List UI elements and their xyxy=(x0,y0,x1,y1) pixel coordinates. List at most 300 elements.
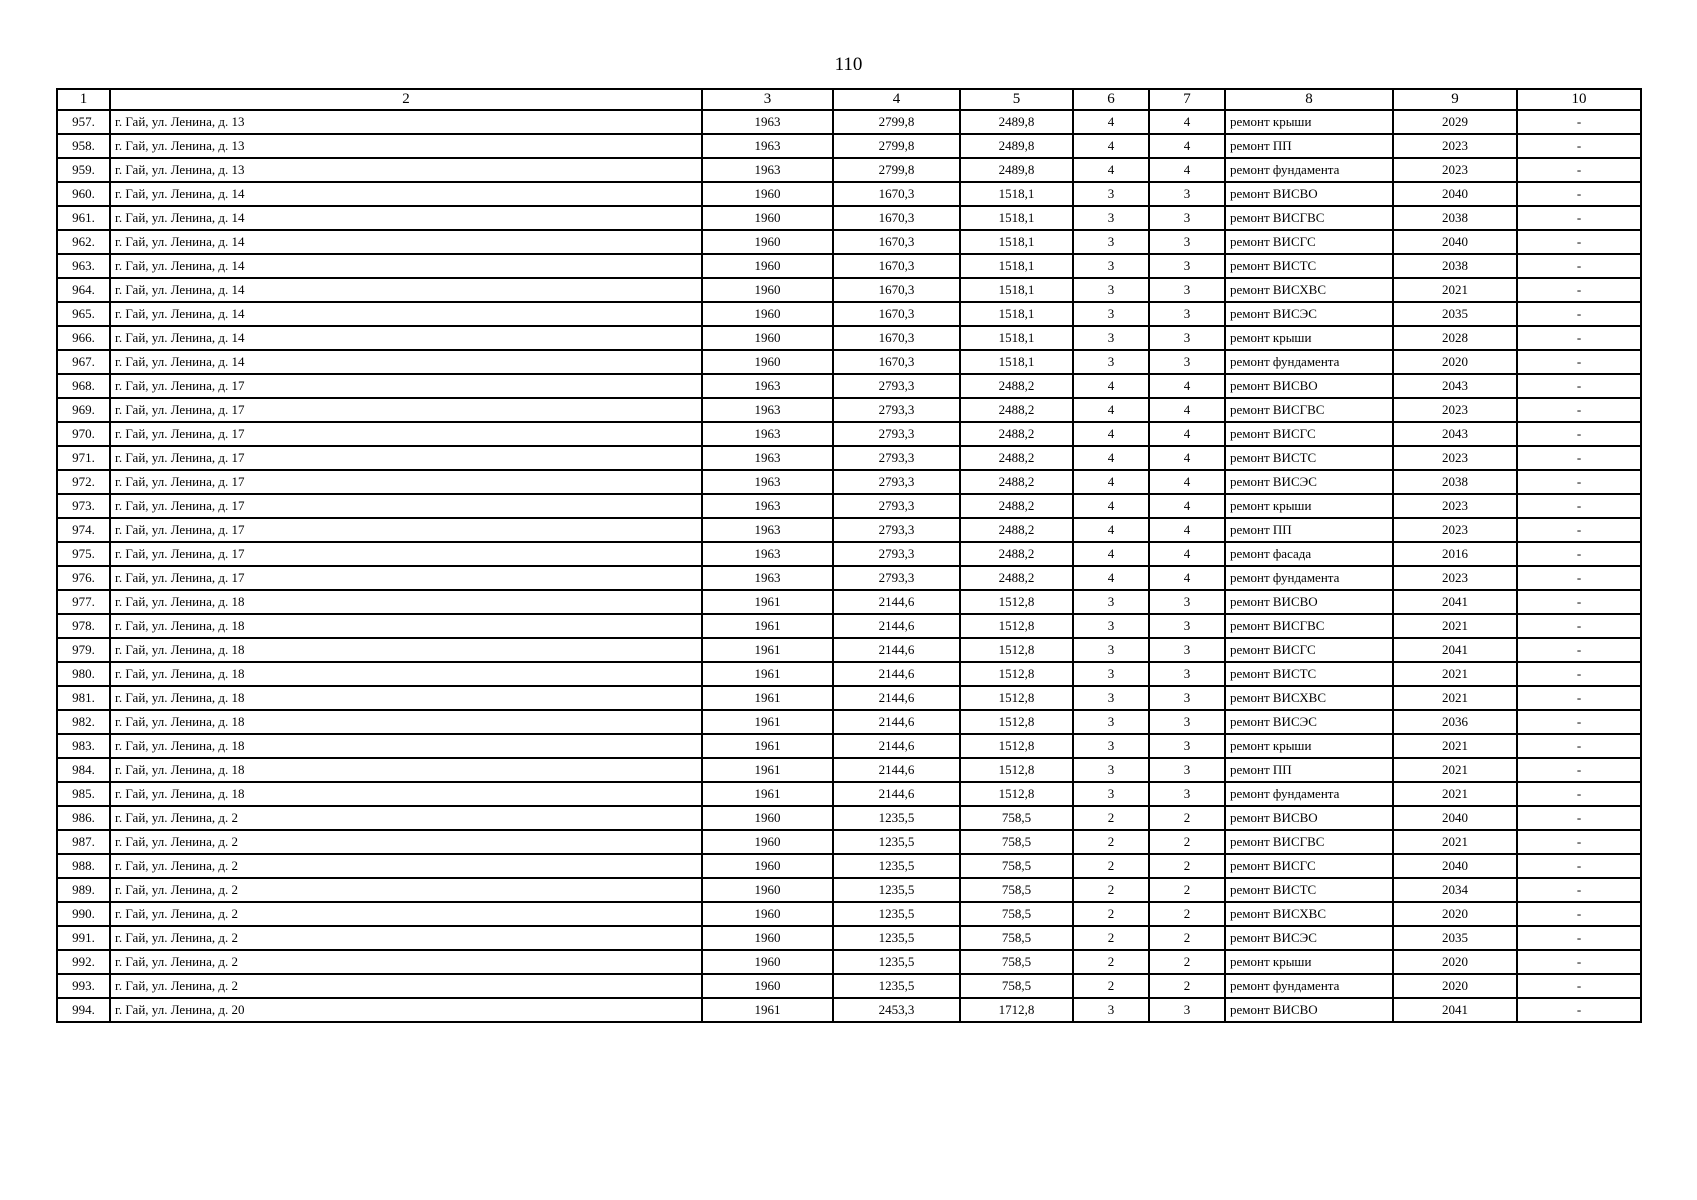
work-type-cell: ремонт ВИСТС xyxy=(1225,446,1393,470)
living-area-cell: 2489,8 xyxy=(960,158,1073,182)
floors-cell: 3 xyxy=(1073,230,1149,254)
table-row xyxy=(57,254,1641,278)
living-area-cell: 758,5 xyxy=(960,854,1073,878)
planned-year-cell: 2040 xyxy=(1393,854,1517,878)
entrances-cell: 3 xyxy=(1149,638,1225,662)
floors-cell: 3 xyxy=(1073,254,1149,278)
note-cell: - xyxy=(1517,542,1641,566)
note-cell: - xyxy=(1517,566,1641,590)
table-row xyxy=(57,878,1641,902)
table-row xyxy=(57,566,1641,590)
work-type-cell: ремонт ВИСХВС xyxy=(1225,278,1393,302)
planned-year-cell: 2021 xyxy=(1393,782,1517,806)
planned-year-cell: 2023 xyxy=(1393,398,1517,422)
floors-cell: 3 xyxy=(1073,710,1149,734)
total-area-cell: 2793,3 xyxy=(833,398,960,422)
year-built-cell: 1960 xyxy=(702,230,833,254)
column-header: 9 xyxy=(1393,89,1517,110)
table-row xyxy=(57,158,1641,182)
note-cell: - xyxy=(1517,902,1641,926)
entrances-cell: 4 xyxy=(1149,566,1225,590)
table-row xyxy=(57,206,1641,230)
row-number-cell: 975. xyxy=(57,542,110,566)
row-number-cell: 973. xyxy=(57,494,110,518)
living-area-cell: 1518,1 xyxy=(960,230,1073,254)
note-cell: - xyxy=(1517,878,1641,902)
planned-year-cell: 2029 xyxy=(1393,110,1517,134)
floors-cell: 3 xyxy=(1073,278,1149,302)
planned-year-cell: 2020 xyxy=(1393,350,1517,374)
planned-year-cell: 2034 xyxy=(1393,878,1517,902)
note-cell: - xyxy=(1517,230,1641,254)
row-number-cell: 972. xyxy=(57,470,110,494)
year-built-cell: 1961 xyxy=(702,758,833,782)
year-built-cell: 1961 xyxy=(702,590,833,614)
work-type-cell: ремонт ВИСГС xyxy=(1225,854,1393,878)
year-built-cell: 1963 xyxy=(702,422,833,446)
table-row xyxy=(57,374,1641,398)
total-area-cell: 2793,3 xyxy=(833,470,960,494)
address-cell: г. Гай, ул. Ленина, д. 14 xyxy=(110,302,702,326)
year-built-cell: 1960 xyxy=(702,926,833,950)
entrances-cell: 4 xyxy=(1149,398,1225,422)
work-type-cell: ремонт ВИСГС xyxy=(1225,638,1393,662)
row-number-cell: 991. xyxy=(57,926,110,950)
address-cell: г. Гай, ул. Ленина, д. 18 xyxy=(110,782,702,806)
planned-year-cell: 2020 xyxy=(1393,902,1517,926)
living-area-cell: 1512,8 xyxy=(960,662,1073,686)
table-row xyxy=(57,710,1641,734)
entrances-cell: 3 xyxy=(1149,182,1225,206)
total-area-cell: 2144,6 xyxy=(833,638,960,662)
work-type-cell: ремонт ПП xyxy=(1225,758,1393,782)
note-cell: - xyxy=(1517,134,1641,158)
living-area-cell: 758,5 xyxy=(960,878,1073,902)
living-area-cell: 1512,8 xyxy=(960,734,1073,758)
note-cell: - xyxy=(1517,806,1641,830)
entrances-cell: 2 xyxy=(1149,902,1225,926)
row-number-cell: 963. xyxy=(57,254,110,278)
planned-year-cell: 2021 xyxy=(1393,734,1517,758)
header-row xyxy=(57,89,1641,110)
floors-cell: 3 xyxy=(1073,758,1149,782)
table-row xyxy=(57,830,1641,854)
floors-cell: 3 xyxy=(1073,662,1149,686)
year-built-cell: 1961 xyxy=(702,710,833,734)
note-cell: - xyxy=(1517,446,1641,470)
living-area-cell: 758,5 xyxy=(960,950,1073,974)
planned-year-cell: 2041 xyxy=(1393,638,1517,662)
planned-year-cell: 2021 xyxy=(1393,614,1517,638)
address-cell: г. Гай, ул. Ленина, д. 2 xyxy=(110,878,702,902)
floors-cell: 3 xyxy=(1073,734,1149,758)
year-built-cell: 1960 xyxy=(702,950,833,974)
living-area-cell: 1512,8 xyxy=(960,758,1073,782)
total-area-cell: 2793,3 xyxy=(833,542,960,566)
floors-cell: 3 xyxy=(1073,206,1149,230)
entrances-cell: 2 xyxy=(1149,950,1225,974)
year-built-cell: 1960 xyxy=(702,902,833,926)
entrances-cell: 3 xyxy=(1149,662,1225,686)
row-number-cell: 957. xyxy=(57,110,110,134)
table-row xyxy=(57,518,1641,542)
row-number-cell: 982. xyxy=(57,710,110,734)
column-header: 8 xyxy=(1225,89,1393,110)
living-area-cell: 1512,8 xyxy=(960,590,1073,614)
living-area-cell: 758,5 xyxy=(960,926,1073,950)
row-number-cell: 980. xyxy=(57,662,110,686)
note-cell: - xyxy=(1517,926,1641,950)
note-cell: - xyxy=(1517,974,1641,998)
row-number-cell: 961. xyxy=(57,206,110,230)
row-number-cell: 966. xyxy=(57,326,110,350)
table-row xyxy=(57,494,1641,518)
living-area-cell: 1712,8 xyxy=(960,998,1073,1022)
living-area-cell: 2488,2 xyxy=(960,470,1073,494)
living-area-cell: 2488,2 xyxy=(960,518,1073,542)
table-row xyxy=(57,686,1641,710)
note-cell: - xyxy=(1517,830,1641,854)
living-area-cell: 1512,8 xyxy=(960,710,1073,734)
table-row xyxy=(57,998,1641,1022)
year-built-cell: 1960 xyxy=(702,830,833,854)
work-type-cell: ремонт ПП xyxy=(1225,518,1393,542)
address-cell: г. Гай, ул. Ленина, д. 2 xyxy=(110,854,702,878)
entrances-cell: 4 xyxy=(1149,158,1225,182)
entrances-cell: 3 xyxy=(1149,278,1225,302)
living-area-cell: 1512,8 xyxy=(960,638,1073,662)
note-cell: - xyxy=(1517,614,1641,638)
planned-year-cell: 2021 xyxy=(1393,686,1517,710)
row-number-cell: 985. xyxy=(57,782,110,806)
note-cell: - xyxy=(1517,854,1641,878)
entrances-cell: 4 xyxy=(1149,542,1225,566)
year-built-cell: 1963 xyxy=(702,110,833,134)
table-row xyxy=(57,854,1641,878)
total-area-cell: 1670,3 xyxy=(833,230,960,254)
note-cell: - xyxy=(1517,758,1641,782)
row-number-cell: 989. xyxy=(57,878,110,902)
row-number-cell: 971. xyxy=(57,446,110,470)
floors-cell: 2 xyxy=(1073,902,1149,926)
address-cell: г. Гай, ул. Ленина, д. 17 xyxy=(110,446,702,470)
planned-year-cell: 2021 xyxy=(1393,758,1517,782)
work-type-cell: ремонт ВИСЭС xyxy=(1225,302,1393,326)
entrances-cell: 4 xyxy=(1149,134,1225,158)
address-cell: г. Гай, ул. Ленина, д. 17 xyxy=(110,518,702,542)
address-cell: г. Гай, ул. Ленина, д. 14 xyxy=(110,326,702,350)
work-type-cell: ремонт крыши xyxy=(1225,326,1393,350)
total-area-cell: 1235,5 xyxy=(833,830,960,854)
floors-cell: 3 xyxy=(1073,686,1149,710)
total-area-cell: 1670,3 xyxy=(833,206,960,230)
address-cell: г. Гай, ул. Ленина, д. 13 xyxy=(110,134,702,158)
living-area-cell: 2488,2 xyxy=(960,542,1073,566)
table-row xyxy=(57,422,1641,446)
row-number-cell: 990. xyxy=(57,902,110,926)
address-cell: г. Гай, ул. Ленина, д. 14 xyxy=(110,278,702,302)
column-header: 4 xyxy=(833,89,960,110)
row-number-cell: 994. xyxy=(57,998,110,1022)
address-cell: г. Гай, ул. Ленина, д. 17 xyxy=(110,542,702,566)
total-area-cell: 2799,8 xyxy=(833,110,960,134)
work-type-cell: ремонт ВИСВО xyxy=(1225,590,1393,614)
floors-cell: 3 xyxy=(1073,326,1149,350)
total-area-cell: 1235,5 xyxy=(833,974,960,998)
row-number-cell: 970. xyxy=(57,422,110,446)
floors-cell: 2 xyxy=(1073,878,1149,902)
entrances-cell: 3 xyxy=(1149,326,1225,350)
year-built-cell: 1963 xyxy=(702,134,833,158)
page-number: 110 xyxy=(834,54,863,75)
column-header: 1 xyxy=(57,89,110,110)
floors-cell: 3 xyxy=(1073,302,1149,326)
row-number-cell: 964. xyxy=(57,278,110,302)
year-built-cell: 1961 xyxy=(702,614,833,638)
table-row xyxy=(57,302,1641,326)
planned-year-cell: 2040 xyxy=(1393,230,1517,254)
year-built-cell: 1963 xyxy=(702,446,833,470)
planned-year-cell: 2038 xyxy=(1393,470,1517,494)
planned-year-cell: 2043 xyxy=(1393,422,1517,446)
row-number-cell: 987. xyxy=(57,830,110,854)
living-area-cell: 1518,1 xyxy=(960,302,1073,326)
year-built-cell: 1960 xyxy=(702,878,833,902)
table-row xyxy=(57,638,1641,662)
year-built-cell: 1963 xyxy=(702,518,833,542)
note-cell: - xyxy=(1517,470,1641,494)
address-cell: г. Гай, ул. Ленина, д. 18 xyxy=(110,662,702,686)
row-number-cell: 986. xyxy=(57,806,110,830)
floors-cell: 2 xyxy=(1073,806,1149,830)
row-number-cell: 976. xyxy=(57,566,110,590)
table-row xyxy=(57,782,1641,806)
table-row xyxy=(57,446,1641,470)
address-cell: г. Гай, ул. Ленина, д. 2 xyxy=(110,830,702,854)
row-number-cell: 984. xyxy=(57,758,110,782)
floors-cell: 3 xyxy=(1073,182,1149,206)
year-built-cell: 1963 xyxy=(702,374,833,398)
entrances-cell: 2 xyxy=(1149,806,1225,830)
total-area-cell: 2144,6 xyxy=(833,614,960,638)
entrances-cell: 3 xyxy=(1149,998,1225,1022)
row-number-cell: 983. xyxy=(57,734,110,758)
work-type-cell: ремонт фундамента xyxy=(1225,158,1393,182)
work-type-cell: ремонт фундамента xyxy=(1225,566,1393,590)
column-header: 7 xyxy=(1149,89,1225,110)
total-area-cell: 2793,3 xyxy=(833,494,960,518)
total-area-cell: 1670,3 xyxy=(833,302,960,326)
living-area-cell: 2488,2 xyxy=(960,446,1073,470)
living-area-cell: 1512,8 xyxy=(960,686,1073,710)
entrances-cell: 4 xyxy=(1149,446,1225,470)
total-area-cell: 2799,8 xyxy=(833,158,960,182)
work-type-cell: ремонт ПП xyxy=(1225,134,1393,158)
address-cell: г. Гай, ул. Ленина, д. 17 xyxy=(110,398,702,422)
total-area-cell: 2793,3 xyxy=(833,422,960,446)
address-cell: г. Гай, ул. Ленина, д. 18 xyxy=(110,734,702,758)
year-built-cell: 1961 xyxy=(702,782,833,806)
total-area-cell: 1670,3 xyxy=(833,350,960,374)
row-number-cell: 979. xyxy=(57,638,110,662)
work-type-cell: ремонт крыши xyxy=(1225,950,1393,974)
work-type-cell: ремонт фундамента xyxy=(1225,350,1393,374)
column-header: 3 xyxy=(702,89,833,110)
planned-year-cell: 2035 xyxy=(1393,302,1517,326)
total-area-cell: 1235,5 xyxy=(833,806,960,830)
table-row xyxy=(57,806,1641,830)
total-area-cell: 2144,6 xyxy=(833,662,960,686)
table-row xyxy=(57,350,1641,374)
row-number-cell: 988. xyxy=(57,854,110,878)
entrances-cell: 3 xyxy=(1149,590,1225,614)
floors-cell: 4 xyxy=(1073,374,1149,398)
address-cell: г. Гай, ул. Ленина, д. 18 xyxy=(110,590,702,614)
note-cell: - xyxy=(1517,398,1641,422)
address-cell: г. Гай, ул. Ленина, д. 20 xyxy=(110,998,702,1022)
row-number-cell: 958. xyxy=(57,134,110,158)
floors-cell: 2 xyxy=(1073,950,1149,974)
note-cell: - xyxy=(1517,494,1641,518)
planned-year-cell: 2021 xyxy=(1393,662,1517,686)
total-area-cell: 2144,6 xyxy=(833,686,960,710)
living-area-cell: 2489,8 xyxy=(960,110,1073,134)
planned-year-cell: 2020 xyxy=(1393,974,1517,998)
address-cell: г. Гай, ул. Ленина, д. 14 xyxy=(110,182,702,206)
floors-cell: 4 xyxy=(1073,542,1149,566)
planned-year-cell: 2041 xyxy=(1393,998,1517,1022)
note-cell: - xyxy=(1517,110,1641,134)
year-built-cell: 1960 xyxy=(702,350,833,374)
table-row xyxy=(57,134,1641,158)
table-row xyxy=(57,590,1641,614)
planned-year-cell: 2020 xyxy=(1393,950,1517,974)
entrances-cell: 3 xyxy=(1149,734,1225,758)
floors-cell: 2 xyxy=(1073,926,1149,950)
total-area-cell: 2453,3 xyxy=(833,998,960,1022)
planned-year-cell: 2038 xyxy=(1393,254,1517,278)
entrances-cell: 3 xyxy=(1149,782,1225,806)
table-row xyxy=(57,902,1641,926)
entrances-cell: 3 xyxy=(1149,710,1225,734)
year-built-cell: 1960 xyxy=(702,326,833,350)
floors-cell: 4 xyxy=(1073,518,1149,542)
work-type-cell: ремонт ВИСТС xyxy=(1225,662,1393,686)
planned-year-cell: 2023 xyxy=(1393,158,1517,182)
living-area-cell: 2488,2 xyxy=(960,566,1073,590)
note-cell: - xyxy=(1517,206,1641,230)
entrances-cell: 2 xyxy=(1149,878,1225,902)
year-built-cell: 1961 xyxy=(702,638,833,662)
year-built-cell: 1960 xyxy=(702,302,833,326)
table-row xyxy=(57,758,1641,782)
row-number-cell: 974. xyxy=(57,518,110,542)
total-area-cell: 1235,5 xyxy=(833,878,960,902)
address-cell: г. Гай, ул. Ленина, д. 14 xyxy=(110,230,702,254)
table-row xyxy=(57,278,1641,302)
note-cell: - xyxy=(1517,278,1641,302)
column-header: 5 xyxy=(960,89,1073,110)
note-cell: - xyxy=(1517,374,1641,398)
entrances-cell: 2 xyxy=(1149,830,1225,854)
table-row xyxy=(57,950,1641,974)
year-built-cell: 1960 xyxy=(702,806,833,830)
year-built-cell: 1963 xyxy=(702,494,833,518)
entrances-cell: 4 xyxy=(1149,494,1225,518)
total-area-cell: 1235,5 xyxy=(833,902,960,926)
entrances-cell: 4 xyxy=(1149,518,1225,542)
address-cell: г. Гай, ул. Ленина, д. 17 xyxy=(110,470,702,494)
floors-cell: 2 xyxy=(1073,974,1149,998)
table-row xyxy=(57,470,1641,494)
planned-year-cell: 2036 xyxy=(1393,710,1517,734)
total-area-cell: 2144,6 xyxy=(833,590,960,614)
table-row xyxy=(57,182,1641,206)
floors-cell: 2 xyxy=(1073,830,1149,854)
row-number-cell: 981. xyxy=(57,686,110,710)
living-area-cell: 758,5 xyxy=(960,830,1073,854)
planned-year-cell: 2023 xyxy=(1393,134,1517,158)
address-cell: г. Гай, ул. Ленина, д. 18 xyxy=(110,686,702,710)
year-built-cell: 1961 xyxy=(702,998,833,1022)
column-header: 2 xyxy=(110,89,702,110)
living-area-cell: 1518,1 xyxy=(960,254,1073,278)
living-area-cell: 1518,1 xyxy=(960,350,1073,374)
work-type-cell: ремонт ВИСГС xyxy=(1225,422,1393,446)
year-built-cell: 1960 xyxy=(702,206,833,230)
address-cell: г. Гай, ул. Ленина, д. 18 xyxy=(110,710,702,734)
repair-schedule-table xyxy=(56,88,1642,1023)
year-built-cell: 1960 xyxy=(702,182,833,206)
year-built-cell: 1963 xyxy=(702,158,833,182)
floors-cell: 4 xyxy=(1073,134,1149,158)
living-area-cell: 758,5 xyxy=(960,902,1073,926)
note-cell: - xyxy=(1517,638,1641,662)
work-type-cell: ремонт фундамента xyxy=(1225,974,1393,998)
work-type-cell: ремонт ВИСХВС xyxy=(1225,686,1393,710)
entrances-cell: 4 xyxy=(1149,422,1225,446)
year-built-cell: 1961 xyxy=(702,734,833,758)
work-type-cell: ремонт ВИСВО xyxy=(1225,374,1393,398)
planned-year-cell: 2028 xyxy=(1393,326,1517,350)
work-type-cell: ремонт ВИСГС xyxy=(1225,230,1393,254)
work-type-cell: ремонт ВИСГВС xyxy=(1225,614,1393,638)
total-area-cell: 2793,3 xyxy=(833,518,960,542)
note-cell: - xyxy=(1517,518,1641,542)
planned-year-cell: 2023 xyxy=(1393,446,1517,470)
planned-year-cell: 2023 xyxy=(1393,494,1517,518)
year-built-cell: 1961 xyxy=(702,662,833,686)
living-area-cell: 2488,2 xyxy=(960,374,1073,398)
address-cell: г. Гай, ул. Ленина, д. 13 xyxy=(110,110,702,134)
address-cell: г. Гай, ул. Ленина, д. 14 xyxy=(110,206,702,230)
table-row xyxy=(57,542,1641,566)
entrances-cell: 4 xyxy=(1149,374,1225,398)
entrances-cell: 3 xyxy=(1149,350,1225,374)
row-number-cell: 978. xyxy=(57,614,110,638)
note-cell: - xyxy=(1517,326,1641,350)
entrances-cell: 2 xyxy=(1149,926,1225,950)
row-number-cell: 977. xyxy=(57,590,110,614)
address-cell: г. Гай, ул. Ленина, д. 2 xyxy=(110,902,702,926)
living-area-cell: 1518,1 xyxy=(960,278,1073,302)
note-cell: - xyxy=(1517,998,1641,1022)
planned-year-cell: 2038 xyxy=(1393,206,1517,230)
living-area-cell: 1518,1 xyxy=(960,326,1073,350)
work-type-cell: ремонт ВИСВО xyxy=(1225,998,1393,1022)
work-type-cell: ремонт крыши xyxy=(1225,734,1393,758)
entrances-cell: 3 xyxy=(1149,302,1225,326)
